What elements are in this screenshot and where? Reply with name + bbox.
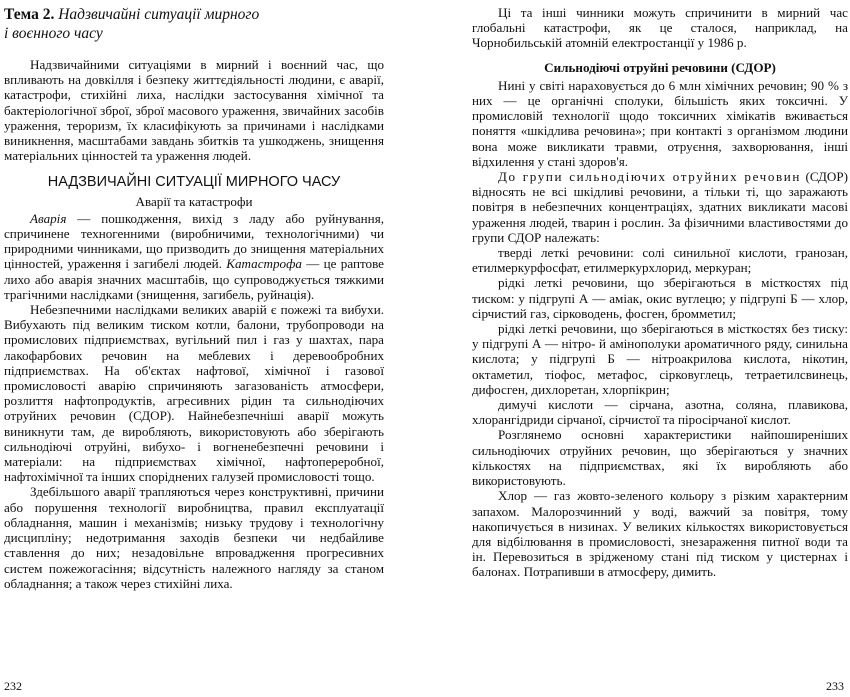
page-number-right: 233 xyxy=(826,678,844,693)
right-page-column xyxy=(472,5,848,580)
definition-paragraph xyxy=(4,211,384,302)
paragraph-causes: Здебільшого аварії трапляються через конструктивні, причини або порушення технології виробництва, правил експлуатації обладнання, машин і механізмів; низьку трудову і технологічну дисципліну; недотримання заходів безпеки чи недбайливе ставлення до них; незадовільне впровадження прогресивних систем пожежогасіння; відсутність належного нагляду за станом обладнання; а також через стихійні лиха. xyxy=(4,484,384,591)
list-item: рідкі леткі речовини, що зберігаються в місткостях під тиском: у підгрупі А — аміак, окис вуглецю; у підгрупі Б — хлор, сірчистий газ, сірководень, фосген, бромметил; xyxy=(472,275,848,321)
intro-paragraph: Надзвичайними ситуаціями в мирний і воєнний час, що впливають на довкілля і безпеку життєдіяльності людини, є аварії, катастрофи, стихійні лиха, наслідки застосування хімічної та бактеріологічної зброї, зброї масового ураження, звичайних засобів ураження, тероризм, їх класифікують за причинами і наслідками виникнення, масштабами завдань збитків та ушкоджень, знищення матеріальних цінностей та ураження людей. xyxy=(4,57,384,164)
term-katastrofa: Катастрофа xyxy=(226,256,302,272)
paragraph-catastrophes: Ці та інші чинники можуть спричинити в мирний час глобальні катастрофи, як це сталося, наприклад, на Чорнобильській атомній електростанції у 1986 р. xyxy=(472,5,848,51)
sdor-group-text: (СДОР) відносять не всі шкідливі речовини, а тільки ті, що заражають повітря в небезпечних концентраціях, здатних викликати масові ураження людей, тварин і рослин. За фізичними властивостями до групи СДОР належать: xyxy=(472,169,848,245)
topic-number: Тема 2. xyxy=(4,6,55,23)
topic-title-line2: і воєнного часу xyxy=(4,25,103,42)
list-item: тверді леткі речовини: солі синильної кислоти, гранозан, етилмеркурфосфат, етилмеркурхлорид, меркуран; xyxy=(472,245,848,276)
left-page-column xyxy=(4,5,384,591)
definition-text-2: — це раптове лихо або аварія значних масштабів, що супроводжується тяжкими трагічними наслідками (знищення, загибель, руйнація). xyxy=(4,256,384,302)
paragraph-chemicals: Нині у світі нараховується до 6 млн хімічних речовин; 90 % з них — це органічні сполуки, більшість яких токсичні. У промисловій технології щодо токсичних хімікатів вживається поняття «шкідлива речовина»; при контакті з організмом людини вона може викликати травми, отруєння, захворювання, інші відхилення у стані здоров'я. xyxy=(472,77,848,169)
topic-title-line1: Надзвичайні ситуації мирного xyxy=(58,6,260,23)
term-avaria: Аварія xyxy=(30,210,67,226)
spaced-lead-text: До групи сильнодіючих отруйних речовин xyxy=(498,169,801,185)
page-number-left: 232 xyxy=(4,678,22,693)
definition-text: — пошкодження, вихід з ладу або руйнування, спричинене техногенними (виробничими, технологічними) чи природними чинниками, що призводить до знищення матеріальних цінностей, ураження і загибелі людей. xyxy=(4,210,384,272)
paragraph-chlorine: Хлор — газ жовто-зеленого кольору з різким характерним запахом. Малорозчинний у воді, важчий за повітря, тому накопичується в низинах. У великих кількостях використовується для відбілювання в промисловості, знезараження питної води та ін. Перевозиться в зрідженому стані під тиском у цистернах і балонах. Потрапивши в атмосферу, димить. xyxy=(472,488,848,580)
section-heading: НАДЗВИЧАЙНІ СИТУАЦІЇ МИРНОГО ЧАСУ xyxy=(47,174,341,191)
paragraph-sdor-group xyxy=(472,169,848,245)
list-item: рідкі леткі речовини, що зберігаються в місткостях без тиску: у підгрупі А — нітро- й амінополуки ароматичного ряду, синильна кислота; у підгрупі Б — нітроакрилова кислота, нікотин, октаметил, тіофос, метафос, сірковуглець, тетраетилсвинець, дифосген, дихлоретан, хлорпікрин; xyxy=(472,321,848,397)
list-item: димучі кислоти — сірчана, азотна, соляна, плавикова, хлорангідриди сірчаної, сірчистої та піросірчаної кислот. xyxy=(472,397,848,428)
topic-title xyxy=(4,5,384,43)
sdor-heading: Сильнодіючі отруйні речовини (СДОР) xyxy=(544,59,776,75)
paragraph-consequences: Небезпечними наслідками великих аварій є пожежі та вибухи. Вибухають під великим тиском котли, балони, трубопроводи на промислових підприємствах, вугільний пил і газ у шахтах, пара лакофарбових речовин на меблевих і деревообробних підприємствах. На об'єктах нафтової, хімічної і газової промисловості аварію спричиняють загазованість атмосфери, розлиття нафтопродуктів, агресивних рідин та сильнодіючих отруйних речовин (СДОР). Найнебезпечніші аварії можуть виникнути там, де виробляють, використовують або зберігають сильнодіючі отруйні, вибухо- і вогненебезпечні речовини і матеріали: на підприємствах хімічної, нафтопереробної, нафтохімічної та інших споріднених галузей промисловості тощо. xyxy=(4,302,384,485)
subsection-heading: Аварії та катастрофи xyxy=(135,193,253,209)
paragraph-characteristics: Розглянемо основні характеристики найпоширеніших сильнодіючих отруйних речовин, що зберігаються у значних кількостях на підприємствах, які їх виробляють або використовують. xyxy=(472,427,848,489)
